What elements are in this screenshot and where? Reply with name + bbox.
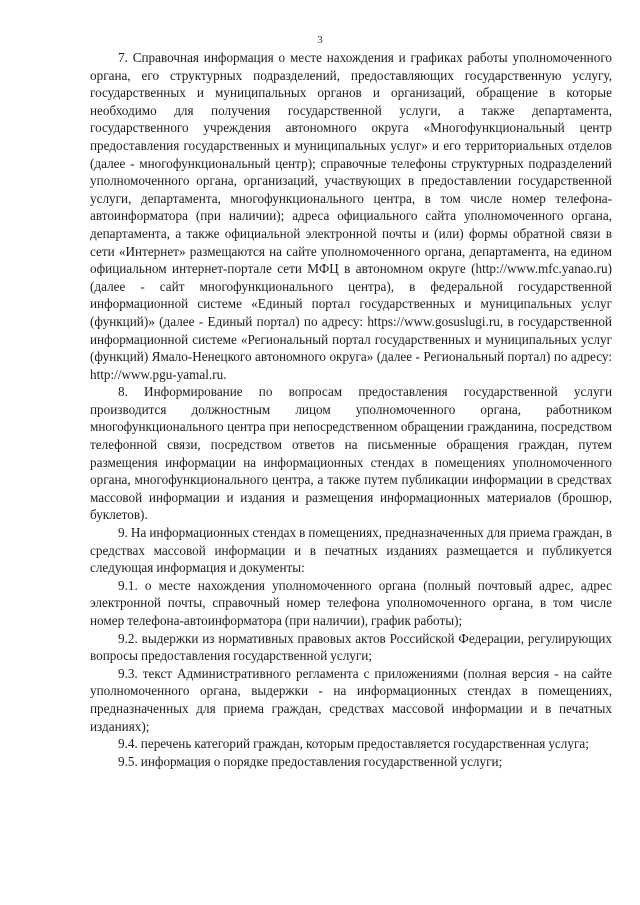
paragraph-9-5: 9.5. информация о порядке предоставления государственной услуги;	[118, 753, 503, 769]
paragraph-9-4: 9.4. перечень категорий граждан, которым предоставляется государственная услуга;	[118, 736, 589, 752]
paragraph-9-3: 9.3. текст Административного регламента с приложениями (полная версия - на сайте уполномоченного органа, выдержки - на информационных стендах в помещениях, предназначенных для приема граждан, средствах массовой информации и в печатных изданиях);	[90, 665, 612, 734]
paragraph-9-2: 9.2. выдержки из нормативных правовых актов Российской Федерации, регулирующих вопросы предоставления государственной услуги;	[90, 630, 612, 664]
paragraph-9: 9. На информационных стендах в помещениях, предназначенных для приема граждан, в средствах массовой информации и в печатных изданиях размещается и публикуется следующая информация и документы:	[90, 525, 612, 576]
paragraph-7: 7. Справочная информация о месте нахождения и графиках работы уполномоченного органа, его структурных подразделений, предоставляющих государственную услугу, государственных и муниципальных органов и организаций, обращение в которые необходимо для получения государственной услуги, а также департамента, государственного учреждения автономного округа «Многофункциональный центр предоставления государственных и муниципальных услуг» и его территориальных отделов (далее - многофункциональный центр); справочные телефоны структурных подразделений уполномоченного органа, организаций, участвующих в предоставлении государственной услуги, департамента, многофункционального центра, в том числе номер телефона-автоинформатора (при наличии); адреса официального сайта уполномоченного органа, департамента, а также официальной электронной почты и (или) формы обратной связи в сети «Интернет» размещаются на сайте уполномоченного органа, департамента, на едином официальном интернет-портале сети МФЦ в автономном округе (http://www.mfc.yanao.ru) (далее - сайт многофункционального центра), в федеральной государственной информационной системе «Единый портал государственных и муниципальных услуг (функций)» (далее - Единый портал) по адресу: https://www.gosuslugi.ru, в государственной информационной системе «Региональный портал государственных и муниципальных услуг (функций) Ямало-Ненецкого автономного округа» (далее - Региональный портал) по адресу: http://www.pgu-yamal.ru.	[90, 50, 612, 382]
paragraph-8: 8. Информирование по вопросам предоставления государственной услуги производится должностным лицом уполномоченного органа, работником многофункционального центра при непосредственном обращении гражданина, посредством телефонной связи, посредством ответов на письменные обращения граждан, путем размещения информации на информационных стендах в помещениях уполномоченного органа, многофункционального центра, а также путем публикации информации в средствах массовой информации и издания и размещения информационных материалов (брошюр, буклетов).	[90, 384, 612, 523]
document-body	[90, 49, 612, 770]
paragraph-9-1: 9.1. о месте нахождения уполномоченного органа (полный почтовый адрес, адрес электронной почты, справочный номер телефона уполномоченного органа, в том числе номер телефона-автоинформатора (при наличии), график работы);	[90, 577, 612, 628]
page-number: 3	[317, 34, 323, 46]
